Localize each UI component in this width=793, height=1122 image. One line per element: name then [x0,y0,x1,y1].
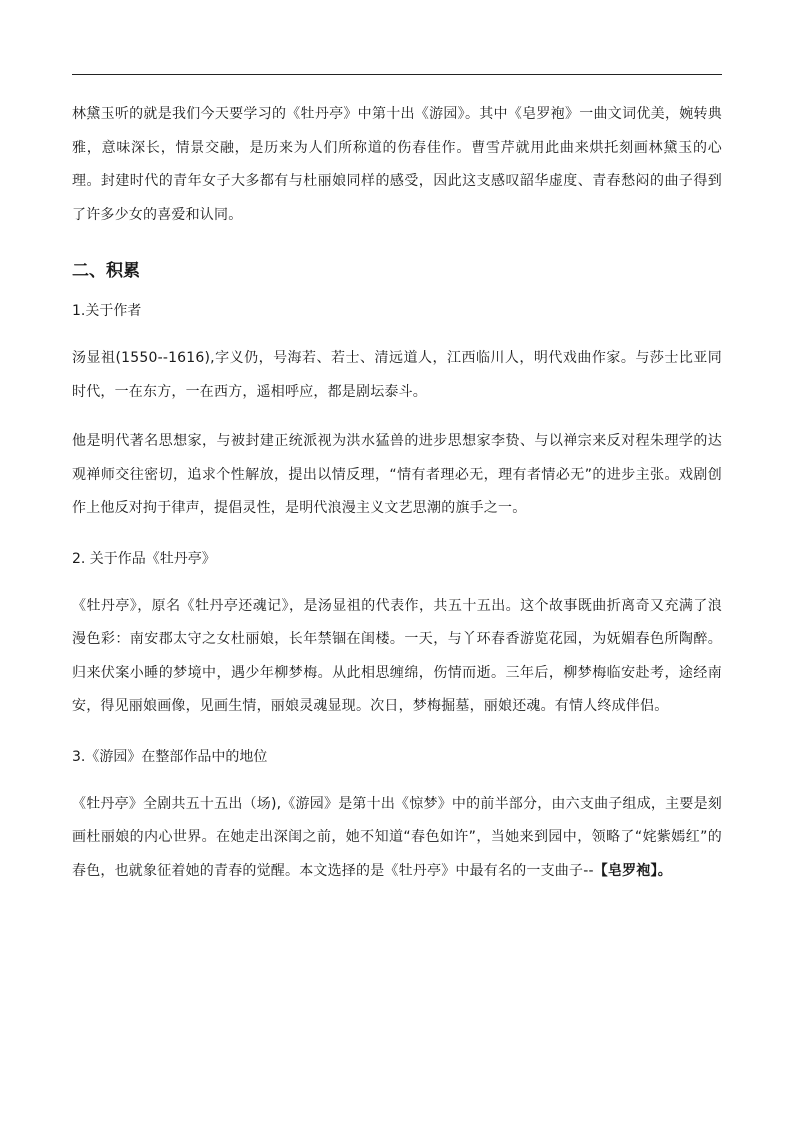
header-divider [72,74,722,75]
subheading-position: 3.《游园》在整部作品中的地位 [72,748,268,765]
document-body [72,98,722,888]
section-heading-accumulation: 二、积累 [72,261,140,281]
position-text: 《牡丹亭》全剧共五十五出（场),《游园》是第十出《惊梦》中的前半部分，由六支曲子组成，主要是刻画杜丽娘的内心世界。在她走出深闺之前，她不知道“春色如许”，当她来到园中，领略了“姹紫嫣红”的春色，也就象征着她的青春的觉醒。本文选择的是《牡丹亭》中最有名的一支曲子-- [72,795,722,879]
author-paragraph-1: 汤显祖(1550--1616),字义仍，号海若、若士、清远道人，江西临川人，明代戏曲作家。与莎士比亚同时代，一在东方，一在西方，遥相呼应，都是剧坛泰斗。 [72,350,722,400]
position-paragraph [72,788,722,889]
subheading-about-work: 2. 关于作品《牡丹亭》 [72,550,216,567]
subheading-about-author: 1.关于作者 [72,303,142,319]
position-text-bold: 【皂罗袍】。 [593,862,672,879]
author-paragraph-2: 他是明代著名思想家，与被封建正统派视为洪水猛兽的进步思想家李贽、与以禅宗来反对程朱理学的达观禅师交往密切，追求个性解放，提出以情反理，“情有者理必无，理有者情必无”的进步主张。戏剧创作上他反对拘于律声，提倡灵性，是明代浪漫主义文艺思潮的旗手之一。 [72,433,722,516]
work-paragraph: 《牡丹亭》，原名《牡丹亭还魂记》，是汤显祖的代表作，共五十五出。这个故事既曲折离奇又充满了浪漫色彩：南安郡太守之女杜丽娘，长年禁锢在闺楼。一天，与丫环春香游览花园，为妩媚春色所陶醉。归来伏案小睡的梦境中，遇少年柳梦梅。从此相思缠绵，伤情而逝。三年后，柳梦梅临安赴考，途经南安，得见丽娘画像，见画生情，丽娘灵魂显现。次日，梦梅掘墓，丽娘还魂。有情人终成伴侣。 [72,597,722,714]
intro-paragraph: 林黛玉听的就是我们今天要学习的《牡丹亭》中第十出《游园》。其中《皂罗袍》一曲文词优美，婉转典雅，意味深长，情景交融，是历来为人们所称道的伤春佳作。曹雪芹就用此曲来烘托刻画林黛玉的心理。封建时代的青年女子大多都有与杜丽娘同样的感受，因此这支感叹韶华虚度、青春愁闷的曲子得到了许多少女的喜爱和认同。 [72,106,722,223]
